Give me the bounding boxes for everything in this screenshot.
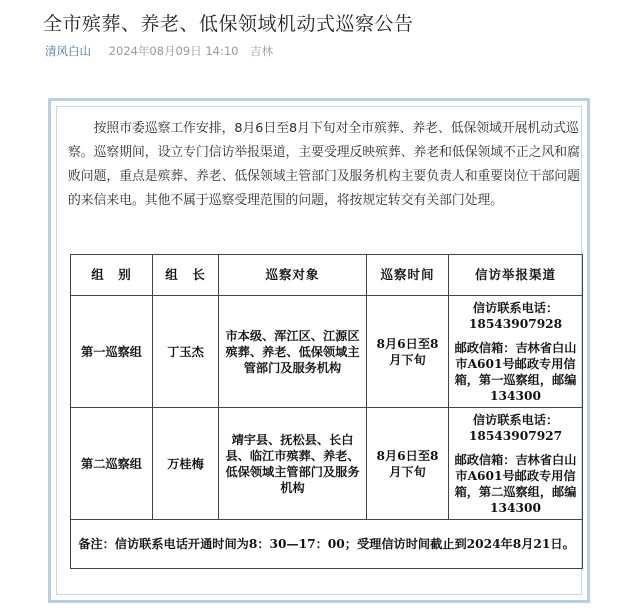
- notice-inner-frame: [56, 106, 582, 595]
- phone-label: 信访联系电话：: [472, 300, 559, 315]
- header-group: 组 别: [71, 255, 153, 296]
- inspection-table: [70, 254, 583, 569]
- publish-location: 吉林: [250, 44, 274, 58]
- inspection-target: 靖宇县、抚松县、长白县、临江市殡葬、养老、低保领域主管部门及服务机构: [219, 408, 367, 520]
- header-channel: 信访举报渠道: [449, 255, 583, 296]
- postal-mailbox: 邮政信箱：吉林省白山市A601号邮政专用信箱，第二巡察组，邮编134300: [454, 452, 577, 515]
- notice-intro: 按照市委巡察工作安排，8月6日至8月下旬对全市殡葬、养老、低保领域开展机动式巡察。巡察期间，设立专门信访举报渠道，主要受理反映殡葬、养老和低保领域不正之风和腐败问题，重点是殡葬、养老、低保领域主管部门及服务机构主要负责人和重要岗位干部问题的来信来电。其他不属于巡察受理范围的问题，将按规定转交有关部门处理。: [68, 121, 580, 208]
- report-channel: [449, 296, 583, 408]
- inspection-period: 8月6日至8月下旬: [367, 408, 449, 520]
- article-meta: [45, 43, 273, 59]
- table-note: 备注：信访联系电话开通时间为8：30—17：00；受理信访时间截止到2024年8月21日。: [71, 520, 583, 569]
- postal-mailbox: 邮政信箱：吉林省白山市A601号邮政专用信箱，第一巡察组，邮编134300: [454, 340, 577, 403]
- header-period: 巡察时间: [367, 255, 449, 296]
- header-target: 巡察对象: [219, 255, 367, 296]
- group-name: 第二巡察组: [71, 408, 153, 520]
- group-name: 第一巡察组: [71, 296, 153, 408]
- article-title: 全市殡葬、养老、低保领域机动式巡察公告: [43, 13, 414, 35]
- inspection-period: 8月6日至8月下旬: [367, 296, 449, 408]
- inspection-target: 市本级、浑江区、江源区殡葬、养老、低保领域主管部门及服务机构: [219, 296, 367, 408]
- phone-number: 18543907928: [468, 316, 563, 331]
- leader-name: 万桂梅: [153, 408, 219, 520]
- report-channel: [449, 408, 583, 520]
- source-link[interactable]: 清风白山: [45, 44, 91, 58]
- header-leader: 组 长: [153, 255, 219, 296]
- phone-label: 信访联系电话：: [472, 412, 559, 427]
- table-header-row: [71, 255, 583, 296]
- publish-time: 2024年08月09日 14:10: [108, 44, 239, 58]
- phone-number: 18543907927: [468, 428, 563, 443]
- table-note-row: [71, 520, 583, 569]
- table-row: [71, 296, 583, 408]
- table-row: [71, 408, 583, 520]
- leader-name: 丁玉杰: [153, 296, 219, 408]
- notice-image: [48, 98, 590, 603]
